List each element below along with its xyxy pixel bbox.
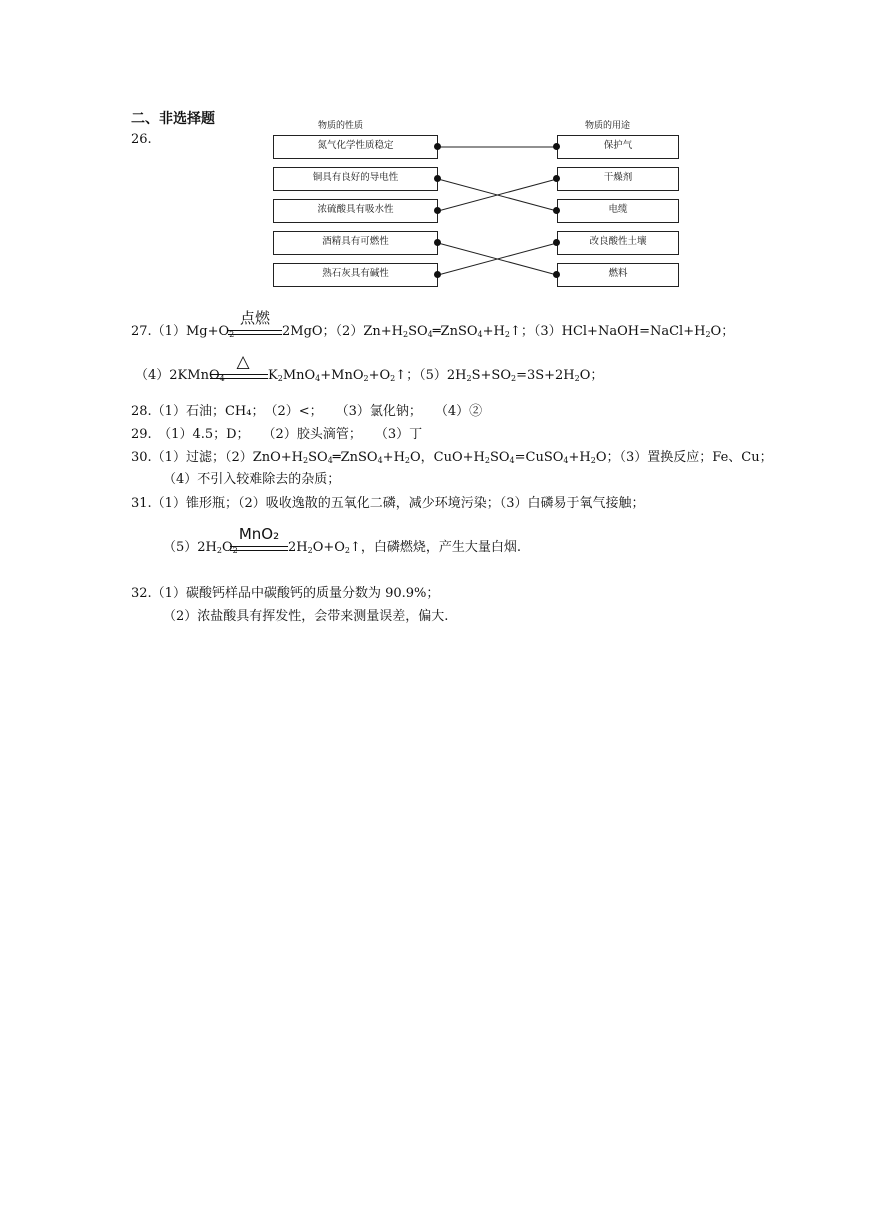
- right-column-header: 物质的用途: [585, 121, 631, 131]
- right-dot-4: [553, 239, 560, 246]
- left-dot-4: [434, 239, 441, 246]
- use-box-4: 改良酸性土壤: [557, 231, 679, 255]
- q28-answer: 28.（1）石油；CH₄； （2）<； （3）氯化钠； （4）②: [131, 404, 483, 419]
- property-box-3: 浓硫酸具有吸水性: [273, 199, 438, 223]
- question-26-number: 26.: [131, 132, 152, 147]
- left-dot-1: [434, 143, 441, 150]
- q32-line1: 32.（1）碳酸钙样品中碳酸钙的质量分数为 90.9%；: [131, 586, 440, 601]
- left-dot-3: [434, 207, 441, 214]
- property-box-1: 氮气化学性质稳定: [273, 135, 438, 159]
- q32-line2: （2）浓盐酸具有挥发性，会带来测量误差，偏大.: [163, 609, 449, 624]
- use-box-5: 燃料: [557, 263, 679, 287]
- use-box-2: 干燥剂: [557, 167, 679, 191]
- q31-line2-prefix: $(5)2H_2O_2$: [163, 540, 238, 555]
- q27-line1-rest: 2MgO；$(2)Zn+H_2SO_4═ZnSO_4+H_2↑$；$(3)HCl+NaOH=NaCl+H_2O$；: [282, 324, 735, 339]
- use-box-3: 电缆: [557, 199, 679, 223]
- right-dot-1: [553, 143, 560, 150]
- q27-line1-prefix: $27.(1)Mg+O_2$: [131, 324, 235, 339]
- q30-line2: （4）不引入较难除去的杂质；: [163, 472, 341, 487]
- left-dot-2: [434, 175, 441, 182]
- condition-catalyst: MnO₂: [238, 525, 280, 543]
- q29-answer: 29. （1）4.5；D； （2）胶头滴管； （3）丁: [131, 427, 423, 442]
- q31-line1: 31.（1）锥形瓶；（2）吸收逸散的五氧化二磷，减少环境污染；（3）白磷易于氧气接触；: [131, 496, 645, 511]
- equation-bar-3: [230, 546, 288, 551]
- q27-line2-rest: $K_2MnO_4+MnO_2+O_2↑$；$(5)2H_2S+SO_2=3S+2H_2O$；: [268, 368, 604, 383]
- q30-line1: 30.（1）过滤；$(2)ZnO+H_2SO_4═ZnSO_4+H_2O$，$CuO+H_2SO_4=CuSO_4+H_2O$；（3）置换反应；Fe、Cu；: [131, 450, 773, 465]
- right-dot-5: [553, 271, 560, 278]
- section-title: 二、非选择题: [131, 111, 215, 127]
- q27-line2-prefix: （4）2KMnO$_4$: [135, 368, 225, 383]
- right-dot-3: [553, 207, 560, 214]
- q31-line2-tail: ，白磷燃烧，产生大量白烟.: [360, 540, 522, 555]
- q31-line2-rest: $2H_2O+O_2↑$，白磷燃烧，产生大量白烟.: [288, 540, 522, 555]
- use-box-1: 保护气: [557, 135, 679, 159]
- property-box-5: 熟石灰具有碱性: [273, 263, 438, 287]
- equation-bar-1: [228, 330, 282, 335]
- left-column-header: 物质的性质: [318, 121, 364, 131]
- property-box-2: 铜具有良好的导电性: [273, 167, 438, 191]
- condition-ignite: 点燃: [239, 309, 270, 327]
- right-dot-2: [553, 175, 560, 182]
- condition-heat: △: [236, 352, 250, 372]
- left-dot-5: [434, 271, 441, 278]
- property-box-4: 酒精具有可燃性: [273, 231, 438, 255]
